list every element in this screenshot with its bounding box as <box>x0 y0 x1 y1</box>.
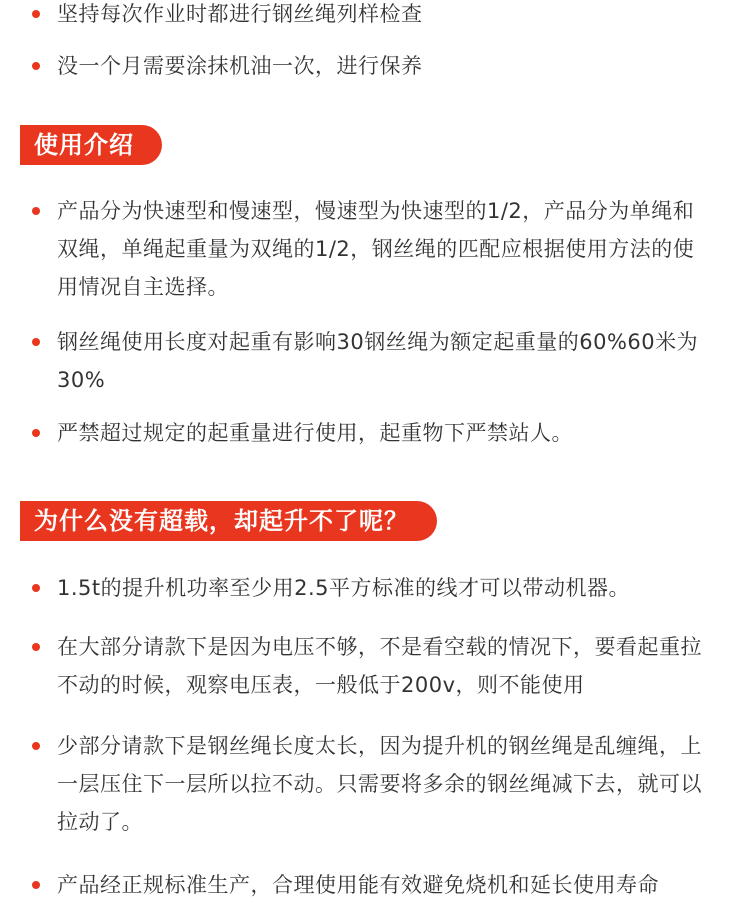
list-item: 没一个月需要涂抹机油一次，进行保养 <box>57 54 423 78</box>
bullet-icon <box>32 338 40 346</box>
bullet-icon <box>32 62 40 70</box>
usage-heading: 使用介绍 <box>20 125 162 165</box>
bullet-icon <box>32 881 40 889</box>
list-item: 坚持每次作业时都进行钢丝绳列样检查 <box>57 2 423 26</box>
list-item: 严禁超过规定的起重量进行使用，起重物下严禁站人。 <box>57 421 573 445</box>
list-item: 1.5t的提升机功率至少用2.5平方标准的线才可以带动机器。 <box>57 576 631 600</box>
bullet-icon <box>32 742 40 750</box>
list-item: 钢丝绳使用长度对起重有影响30钢丝绳为额定起重量的60%60米为30% <box>57 330 699 392</box>
bullet-icon <box>32 643 40 651</box>
bullet-icon <box>32 207 40 215</box>
faq-heading: 为什么没有超载，却起升不了呢？ <box>20 501 437 541</box>
bullet-icon <box>32 429 40 437</box>
bullet-icon <box>32 584 40 592</box>
list-item: 少部分请款下是钢丝绳长度太长，因为提升机的钢丝绳是乱缠绳，上一层压住下一层所以拉不动。只需要将多余的钢丝绳减下去，就可以拉动了。 <box>57 734 702 834</box>
list-item: 在大部分请款下是因为电压不够，不是看空载的情况下，要看起重拉不动的时候，观察电压表，一般低于200v，则不能使用 <box>57 635 702 697</box>
bullet-icon <box>32 10 40 18</box>
list-item: 产品经正规标准生产，合理使用能有效避免烧机和延长使用寿命 <box>57 873 659 897</box>
list-item: 产品分为快速型和慢速型，慢速型为快速型的1/2，产品分为单绳和双绳，单绳起重量为双绳的1/2，钢丝绳的匹配应根据使用方法的使用情况自主选择。 <box>57 199 695 299</box>
